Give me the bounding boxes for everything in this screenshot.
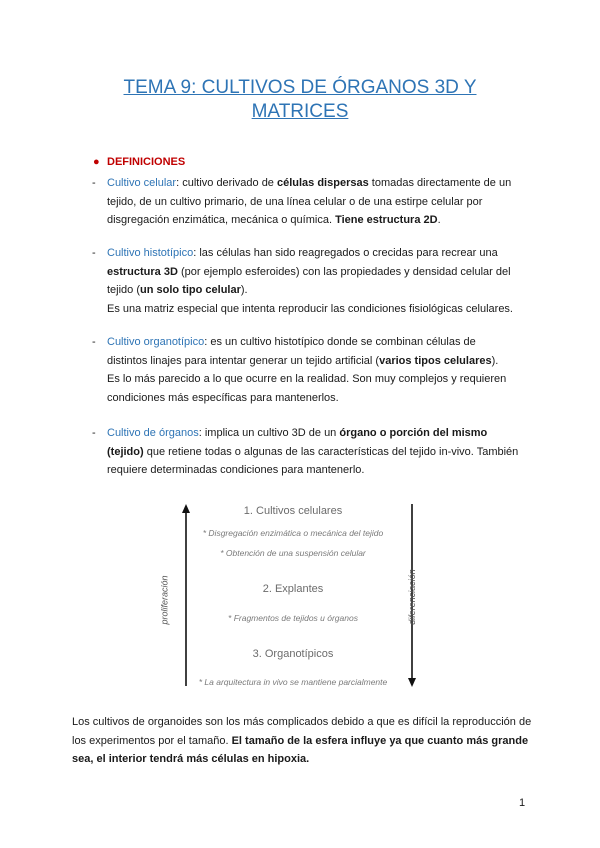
definition-cultivo-histotipico: - Cultivo histotípico: las células han sido reagregados o crecidas para recrear una estructura 3D (por ejemplo esferoides) con las propiedades y densidad celular del tejido (un solo tipo celular). Es una matriz especial que intenta reproducir las condiciones fisiológicas celulares. [92, 244, 532, 318]
section-heading: ● DEFINICIONES [93, 156, 186, 168]
term: Cultivo histotípico [107, 247, 194, 259]
figure-note: * Fragmentos de tejidos u órganos [228, 613, 358, 623]
term: Cultivo celular [107, 177, 177, 189]
bullet-icon: ● [93, 156, 100, 168]
figure-note: * Obtención de una suspensión celular [220, 548, 366, 558]
figure-note: * Disgregación enzimática o mecánica del tejido [202, 528, 384, 538]
page-title: TEMA 9: CULTIVOS DE ÓRGANOS 3D Y MATRICES [123, 77, 477, 122]
figure-note: * La arquitectura in vivo se mantiene parcialmente [198, 677, 388, 687]
figure-heading-2: 2. Explantes [262, 583, 324, 595]
closing-paragraph: Los cultivos de organoides son los más complicados debido a que es difícil la reproducción de los experimentos por el tamaño. El tamaño de la esfera influye ya que cuanto más grande sea, el interior tendrá más células en hipoxia. [72, 716, 532, 765]
page-number: 1 [519, 797, 526, 809]
proliferation-label: proliferación [159, 575, 170, 625]
culture-types-figure [159, 500, 418, 688]
dash-icon: - [92, 177, 96, 189]
definition-cultivo-organotipico: - Cultivo organotípico: es un cultivo histotípico donde se combinan células de distintos linajes para intentar generar un tejido artificial (varios tipos celulares). Es lo más parecido a lo que ocurre en la realidad. Son muy complejos y requieren condiciones más específicas para mantenerlos. [92, 333, 532, 407]
dash-icon: - [92, 427, 96, 439]
figure-heading-1: 1. Cultivos celulares [243, 505, 343, 517]
figure-heading-3: 3. Organotípicos [252, 648, 334, 660]
dash-icon: - [92, 247, 96, 259]
term: Cultivo organotípico [107, 336, 205, 348]
differentiation-label: diferenciación [406, 569, 417, 625]
dash-icon: - [92, 336, 96, 348]
definition-cultivo-de-organos: - Cultivo de órganos: implica un cultivo 3D de un órgano o porción del mismo (tejido) que retiene todas o algunas de las características del tejido in-vivo. También requiere determinadas condiciones para mantenerlo. [92, 424, 532, 480]
definition-cultivo-celular: - Cultivo celular: cultivo derivado de células dispersas tomadas directamente de un tejido, de un cultivo primario, de una línea celular o de una estirpe celular por disgregación enzimática, mecánica o química. Tiene estructura 2D. [92, 174, 532, 230]
term: Cultivo de órganos [107, 427, 199, 439]
